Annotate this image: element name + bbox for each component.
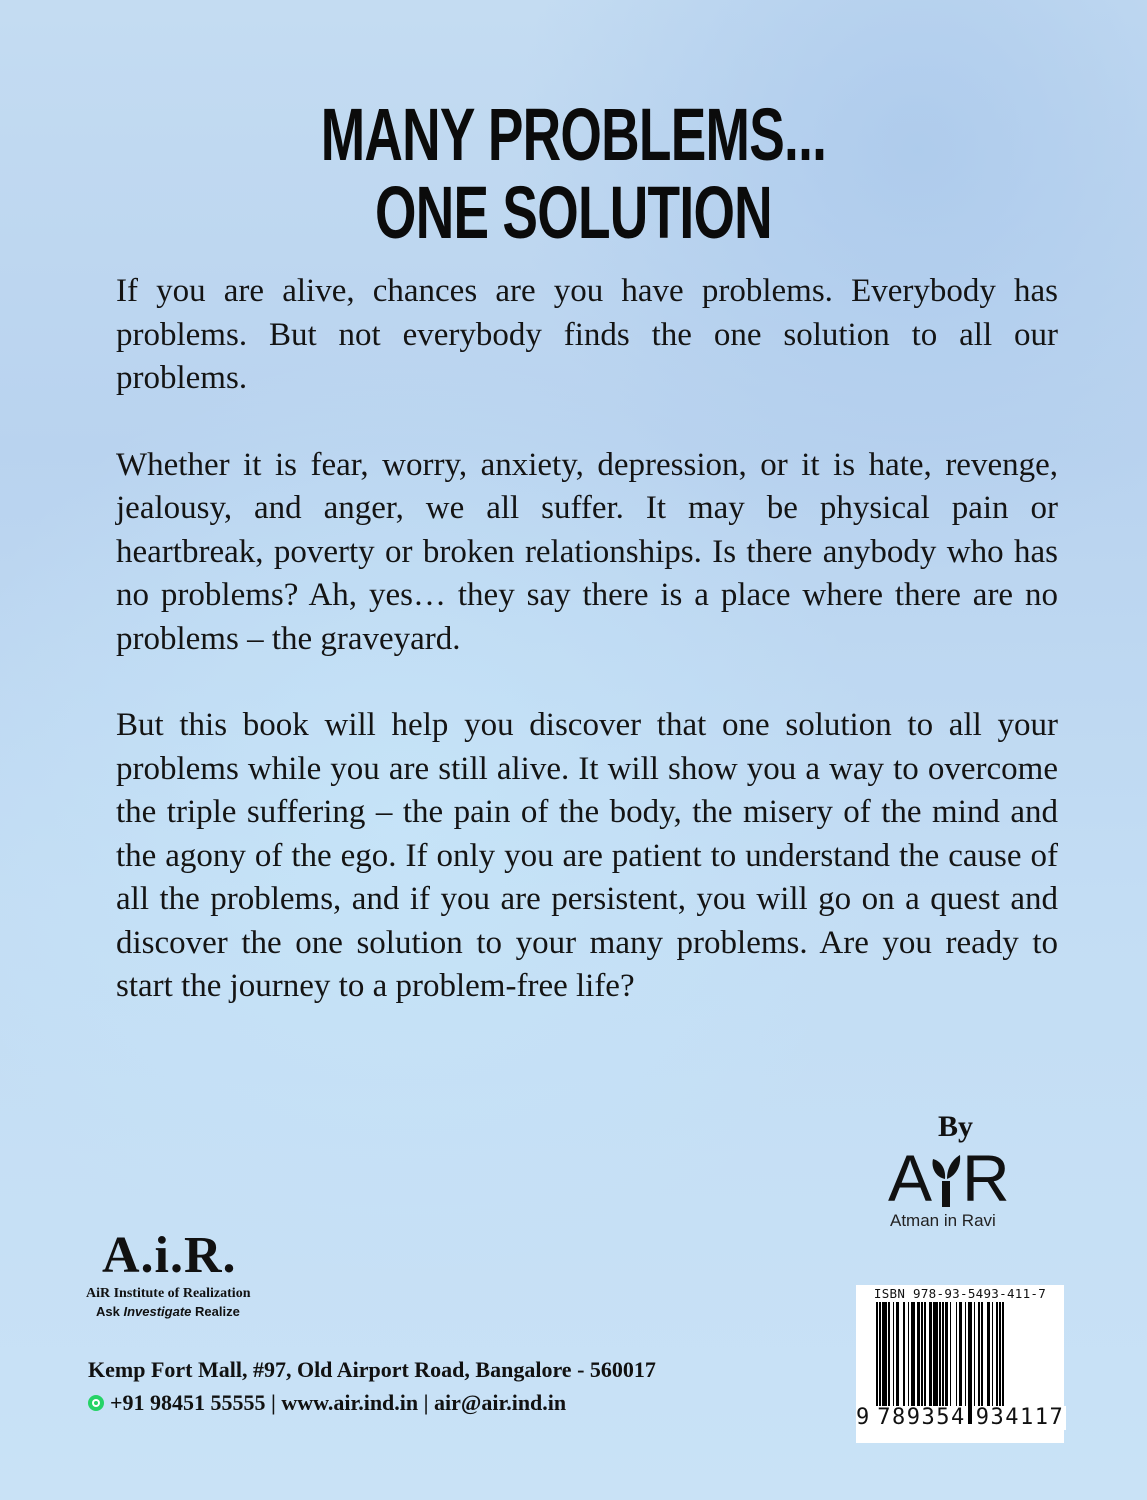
separator: | — [271, 1390, 276, 1415]
website-link[interactable]: www.air.ind.in — [281, 1390, 419, 1415]
barcode-digits-left: 789354 — [877, 1405, 966, 1430]
author-logo-mark — [888, 1141, 1038, 1215]
logo-letter-r: R — [962, 1141, 1008, 1215]
blurb — [116, 270, 1058, 1052]
logo-letter-a: A — [888, 1141, 931, 1215]
barcode-digits — [856, 1406, 1064, 1430]
separator: | — [423, 1390, 429, 1415]
barcode-digits-right: 934117 — [975, 1405, 1065, 1430]
email-link[interactable]: air@air.ind.in — [434, 1390, 567, 1415]
tagline-realize: Realize — [191, 1304, 240, 1319]
blurb-paragraph-3: But this book will help you discover that one solution to all your problems while you are still alive. It will show you a way to overcome the triple suffering – the pain of the body, the misery of the mind and the agony of the ego. If only you are patient to understand the cause of all the problems, and if you are persistent, you will go on a quest and discover the one solution to your many problems. Are you ready to start the journey to a problem-free life? — [116, 707, 1058, 1004]
leaf-i-icon — [931, 1151, 961, 1209]
publisher-logo — [86, 1228, 266, 1319]
phone-number: +91 98451 55555 — [110, 1390, 266, 1415]
contact-line — [88, 1386, 656, 1419]
blurb-paragraph-1: If you are alive, chances are you have problems. Everybody has problems. But not everybody finds the one solution to all our problems. — [116, 273, 1058, 396]
address-line: Kemp Fort Mall, #97, Old Airport Road, Bangalore - 560017 — [88, 1357, 656, 1382]
barcode-digit-first: 9 — [856, 1405, 870, 1430]
whatsapp-icon — [88, 1395, 104, 1411]
book-title — [161, 93, 987, 254]
isbn-barcode — [856, 1285, 1064, 1443]
publisher-logo-mark: A.i.R. — [102, 1227, 237, 1284]
title-line-2: ONE SOLUTION — [375, 171, 772, 254]
publisher-contact — [88, 1353, 656, 1419]
author-logo — [888, 1141, 1038, 1231]
blurb-paragraph-2: Whether it is fear, worry, anxiety, depression, or it is hate, revenge, jealousy, and anger, we all suffer. It may be physical pain or heartbreak, poverty or broken relationships. Is there anybody who has no problems? Ah, yes… they say there is a place where there are no problems – the graveyard. — [116, 446, 1058, 657]
publisher-tagline — [96, 1304, 266, 1319]
author-name: Atman in Ravi — [890, 1211, 996, 1230]
tagline-ask: Ask — [96, 1304, 124, 1319]
tagline-investigate: Investigate — [123, 1304, 192, 1319]
publisher-name: AiR Institute of Realization — [86, 1286, 251, 1301]
title-line-1: MANY PROBLEMS... — [320, 93, 827, 176]
by-label: By — [938, 1110, 974, 1143]
isbn-label: ISBN 978-93-5493-411-7 — [873, 1286, 1047, 1301]
